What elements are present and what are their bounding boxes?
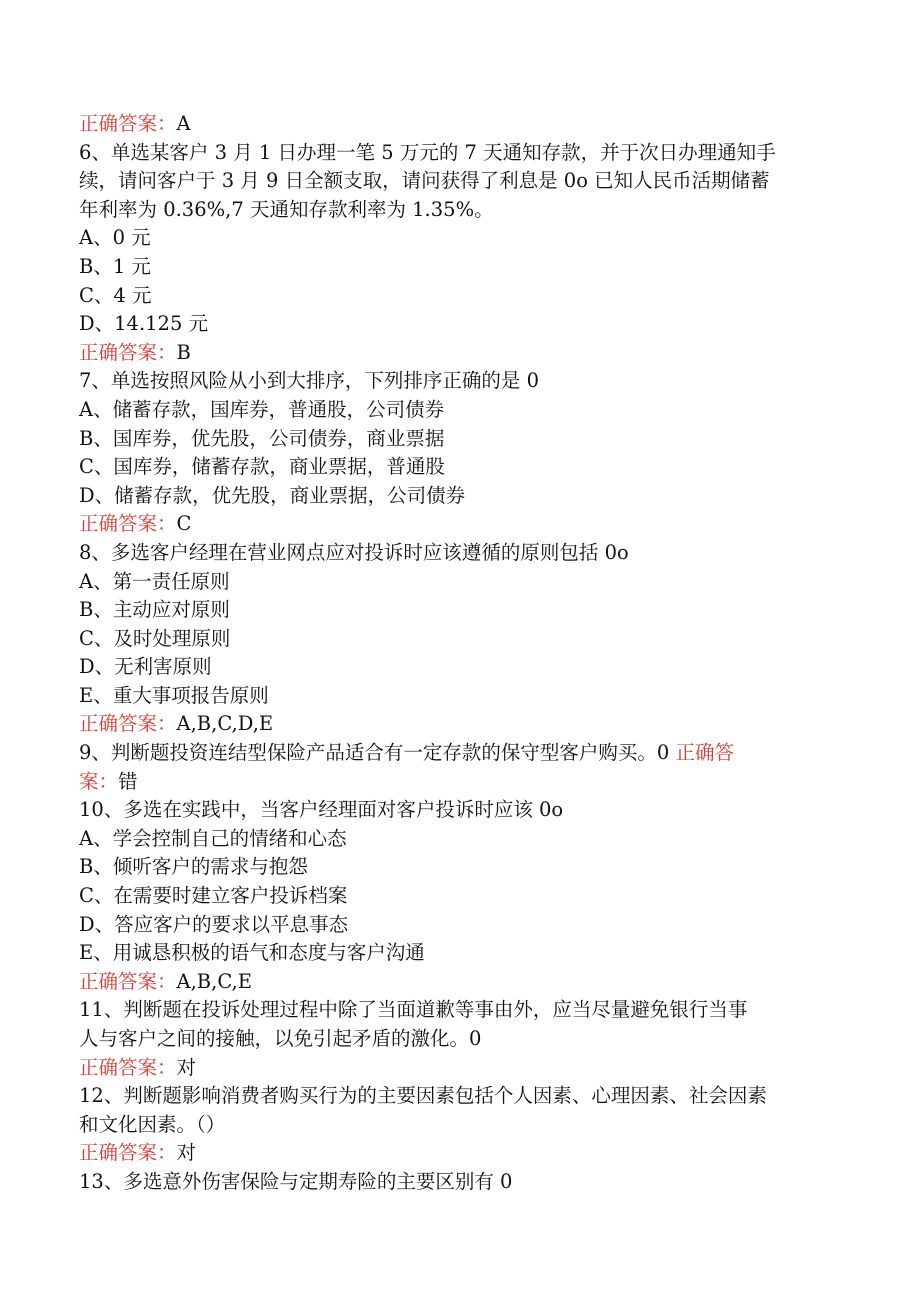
- question-line: 和文化因素。（）: [79, 1112, 226, 1136]
- question-line: 10、多选在实践中，当客户经理面对客户投诉时应该 0o: [79, 798, 564, 822]
- question-text: [79, 796, 839, 825]
- answer-value: A,B,C,D,E: [176, 712, 274, 736]
- option-line: C、及时处理原则: [79, 626, 231, 650]
- answer-value: B: [176, 340, 191, 364]
- option-line: C、在需要时建立客户投诉档案: [79, 884, 348, 908]
- answer-value: 错: [118, 769, 138, 793]
- question-text: 9、判断题投资连结型保险产品适合有一定存款的保守型客户购买。0: [79, 741, 676, 765]
- answer-value: A: [176, 112, 191, 135]
- option-line: D、14.125 元: [79, 312, 209, 336]
- option-line: D、储蓄存款，优先股，商业票据，公司债券: [79, 483, 466, 507]
- option-line: D、答应客户的要求以平息事态: [79, 912, 349, 936]
- question-line: [79, 739, 839, 768]
- option-line: E、重大事项报告原则: [79, 683, 269, 707]
- question-text: [79, 367, 839, 396]
- option-line: B、倾听客户的需求与抱怨: [79, 855, 308, 879]
- answer-line: [79, 1139, 839, 1168]
- answer-label: 正确答案：: [79, 969, 177, 993]
- answer-label: 正确答案：: [79, 112, 177, 135]
- option-line: B、国库券，优先股，公司债券，商业票据: [79, 426, 445, 450]
- question-text: [79, 1168, 839, 1197]
- answer-value: 对: [176, 1055, 197, 1079]
- question-line: 12、判断题影响消费者购买行为的主要因素包括个人因素、心理因素、社会因素: [79, 1084, 767, 1108]
- option-line: A、第一责任原则: [79, 569, 230, 593]
- answer-value: A,B,C,E: [176, 969, 252, 993]
- question-line: 人与客户之间的接触，以免引起矛盾的激化。0: [79, 1027, 482, 1050]
- question-line: 11、判断题在投诉处理过程中除了当面道歉等事由外，应当尽量避免银行当事: [79, 998, 748, 1022]
- answer-label: 正确答案：: [79, 712, 177, 736]
- question-text: [79, 1082, 839, 1139]
- question-text: [79, 139, 839, 225]
- option-line: C、国库券，储蓄存款，商业票据，普通股: [79, 455, 445, 479]
- answer-label: 正确答案：: [79, 512, 177, 536]
- answer-line: [79, 768, 839, 797]
- answer-value: 对: [176, 1141, 197, 1165]
- answer-label: 正确答案：: [79, 340, 177, 364]
- answer-label: 正确答案：: [79, 1055, 177, 1079]
- answer-label: 正确答案：: [79, 1141, 177, 1165]
- question-line: 年利率为 0.36%,7 天通知存款利率为 1.35%。: [79, 197, 494, 221]
- answer-label: 案：: [79, 769, 119, 793]
- document-page: [79, 110, 839, 1197]
- option-line: A、储蓄存款，国库券，普通股，公司债券: [79, 397, 445, 421]
- answer-line: [79, 110, 839, 139]
- question-line: 6、单选某客户 3 月 1 日办理一笔 5 万元的 7 天通知存款，并于次日办理通知手: [79, 140, 776, 164]
- option-line: B、1 元: [79, 254, 151, 278]
- option-line: B、主动应对原则: [79, 598, 230, 622]
- option-line: A、0 元: [79, 226, 151, 250]
- question-line: 续，请问客户于 3 月 9 日全额支取，请问获得了利息是 0o 已知人民币活期储蓄: [79, 169, 770, 193]
- question-line: 7、单选按照风险从小到大排序，下列排序正确的是 0: [79, 369, 540, 393]
- answer-line: [79, 510, 839, 539]
- question-text: [79, 996, 839, 1053]
- question-line: 8、多选客户经理在营业网点应对投诉时应该遵循的原则包括 0o: [79, 540, 629, 564]
- option-line: A、学会控制自己的情绪和心态: [79, 826, 347, 850]
- question-text: [79, 539, 839, 568]
- answer-value: C: [176, 512, 192, 536]
- answer-line: [79, 710, 839, 739]
- question-line: 13、多选意外伤害保险与定期寿险的主要区别有 0: [79, 1169, 513, 1193]
- answer-line: [79, 1054, 839, 1083]
- option-line: D、无利害原则: [79, 655, 212, 679]
- answer-line: [79, 968, 839, 997]
- option-line: C、4 元: [79, 283, 152, 307]
- answer-label: 正确答: [675, 741, 735, 765]
- answer-line: [79, 339, 839, 368]
- option-line: E、用诚恳积极的语气和态度与客户沟通: [79, 941, 425, 965]
